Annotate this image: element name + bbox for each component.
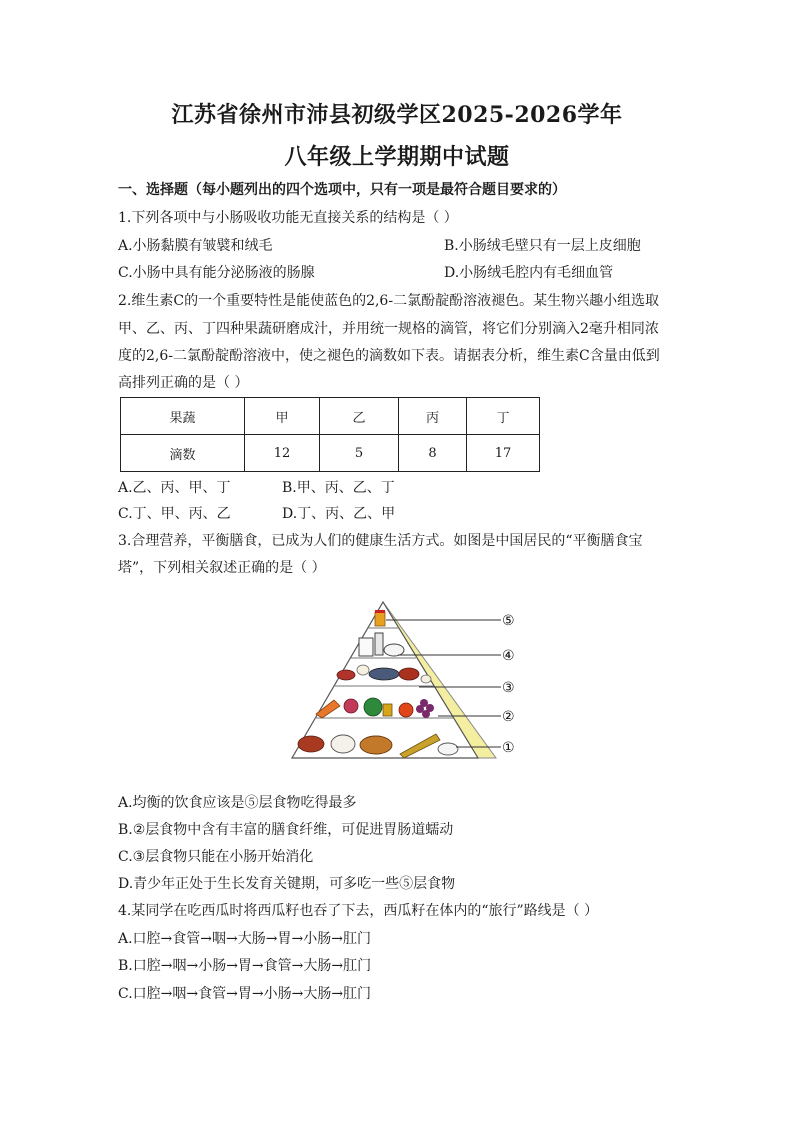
q1-option-b: B.小肠绒毛壁只有一层上皮细胞 <box>444 238 641 254</box>
q2-option-d: D.丁、丙、乙、甲 <box>282 506 396 522</box>
q4-option-a: A.口腔→食管→咽→大肠→胃→小肠→肛门 <box>118 931 371 947</box>
table-cell: 甲 <box>245 398 320 435</box>
table-cell: 5 <box>320 435 399 472</box>
food-pyramid-figure <box>286 600 526 762</box>
q4-stem: 4.某同学在吃西瓜时将西瓜籽也吞了下去，西瓜籽在体内的“旅行”路线是（ ） <box>118 903 599 919</box>
q1-option-a: A.小肠黏膜有皱襞和绒毛 <box>118 238 273 254</box>
q2-stem-line2: 甲、乙、丙、丁四种果蔬研磨成汁，并用统一规格的滴管，将它们分别滴入2毫升相同浓 <box>118 321 659 337</box>
q1-option-c: C.小肠中具有能分泌肠液的肠腺 <box>118 265 315 281</box>
table-cell: 丁 <box>467 398 540 435</box>
q4-option-c: C.口腔→咽→食管→胃→小肠→大肠→肛门 <box>118 986 372 1002</box>
q4-option-b: B.口腔→咽→小肠→胃→食管→大肠→肛门 <box>118 958 372 974</box>
q2-stem-line4: 高排列正确的是（ ） <box>118 375 249 391</box>
table-row <box>121 435 540 472</box>
exam-title: 江苏省徐州市沛县初级学区2025-2026学年 <box>171 102 623 128</box>
pyramid-label-4: ④ <box>502 648 515 664</box>
q3-option-d: D.青少年正处于生长发育关键期，可多吃一些⑤层食物 <box>118 876 456 892</box>
table-header-row <box>121 398 540 435</box>
section-heading: 一、选择题（每小题列出的四个选项中，只有一项是最符合题目要求的） <box>118 182 566 198</box>
pyramid-label-2: ② <box>502 709 515 725</box>
q3-option-a: A.均衡的饮食应该是⑤层食物吃得最多 <box>118 795 357 811</box>
q2-option-b: B.甲、丙、乙、丁 <box>282 480 395 496</box>
q3-stem-line2: 塔”，下列相关叙述正确的是（ ） <box>118 560 326 576</box>
table-cell: 果蔬 <box>121 398 245 435</box>
q1-option-d: D.小肠绒毛腔内有毛细血管 <box>444 265 614 281</box>
q2-stem-line1: 2.维生素C的一个重要特性是能使蓝色的2,6-二氯酚靛酚溶液褪色。某生物兴趣小组选取 <box>118 293 660 309</box>
q2-option-a: A.乙、丙、甲、丁 <box>118 480 231 496</box>
q2-stem-line3: 度的2,6-二氯酚靛酚溶液中，使之褪色的滴数如下表。请据表分析，维生素C含量由低到 <box>118 348 660 364</box>
q2-data-table <box>120 397 540 472</box>
pyramid-label-1: ① <box>502 740 515 756</box>
table-cell: 滴数 <box>121 435 245 472</box>
table-cell: 17 <box>467 435 540 472</box>
pyramid-label-5: ⑤ <box>502 613 515 629</box>
q1-stem: 1.下列各项中与小肠吸收功能无直接关系的结构是（ ） <box>118 210 458 226</box>
q3-stem-line1: 3.合理营养，平衡膳食，已成为人们的健康生活方式。如图是中国居民的“平衡膳食宝 <box>118 533 643 549</box>
table-cell: 8 <box>399 435 467 472</box>
pyramid-label-3: ③ <box>502 680 515 696</box>
q3-option-b: B.②层食物中含有丰富的膳食纤维，可促进胃肠道蠕动 <box>118 822 454 838</box>
q2-option-c: C.丁、甲、丙、乙 <box>118 506 231 522</box>
table-cell: 丙 <box>399 398 467 435</box>
table-cell: 乙 <box>320 398 399 435</box>
exam-subtitle: 八年级上学期期中试题 <box>284 144 510 170</box>
table-cell: 12 <box>245 435 320 472</box>
q3-option-c: C.③层食物只能在小肠开始消化 <box>118 849 314 865</box>
